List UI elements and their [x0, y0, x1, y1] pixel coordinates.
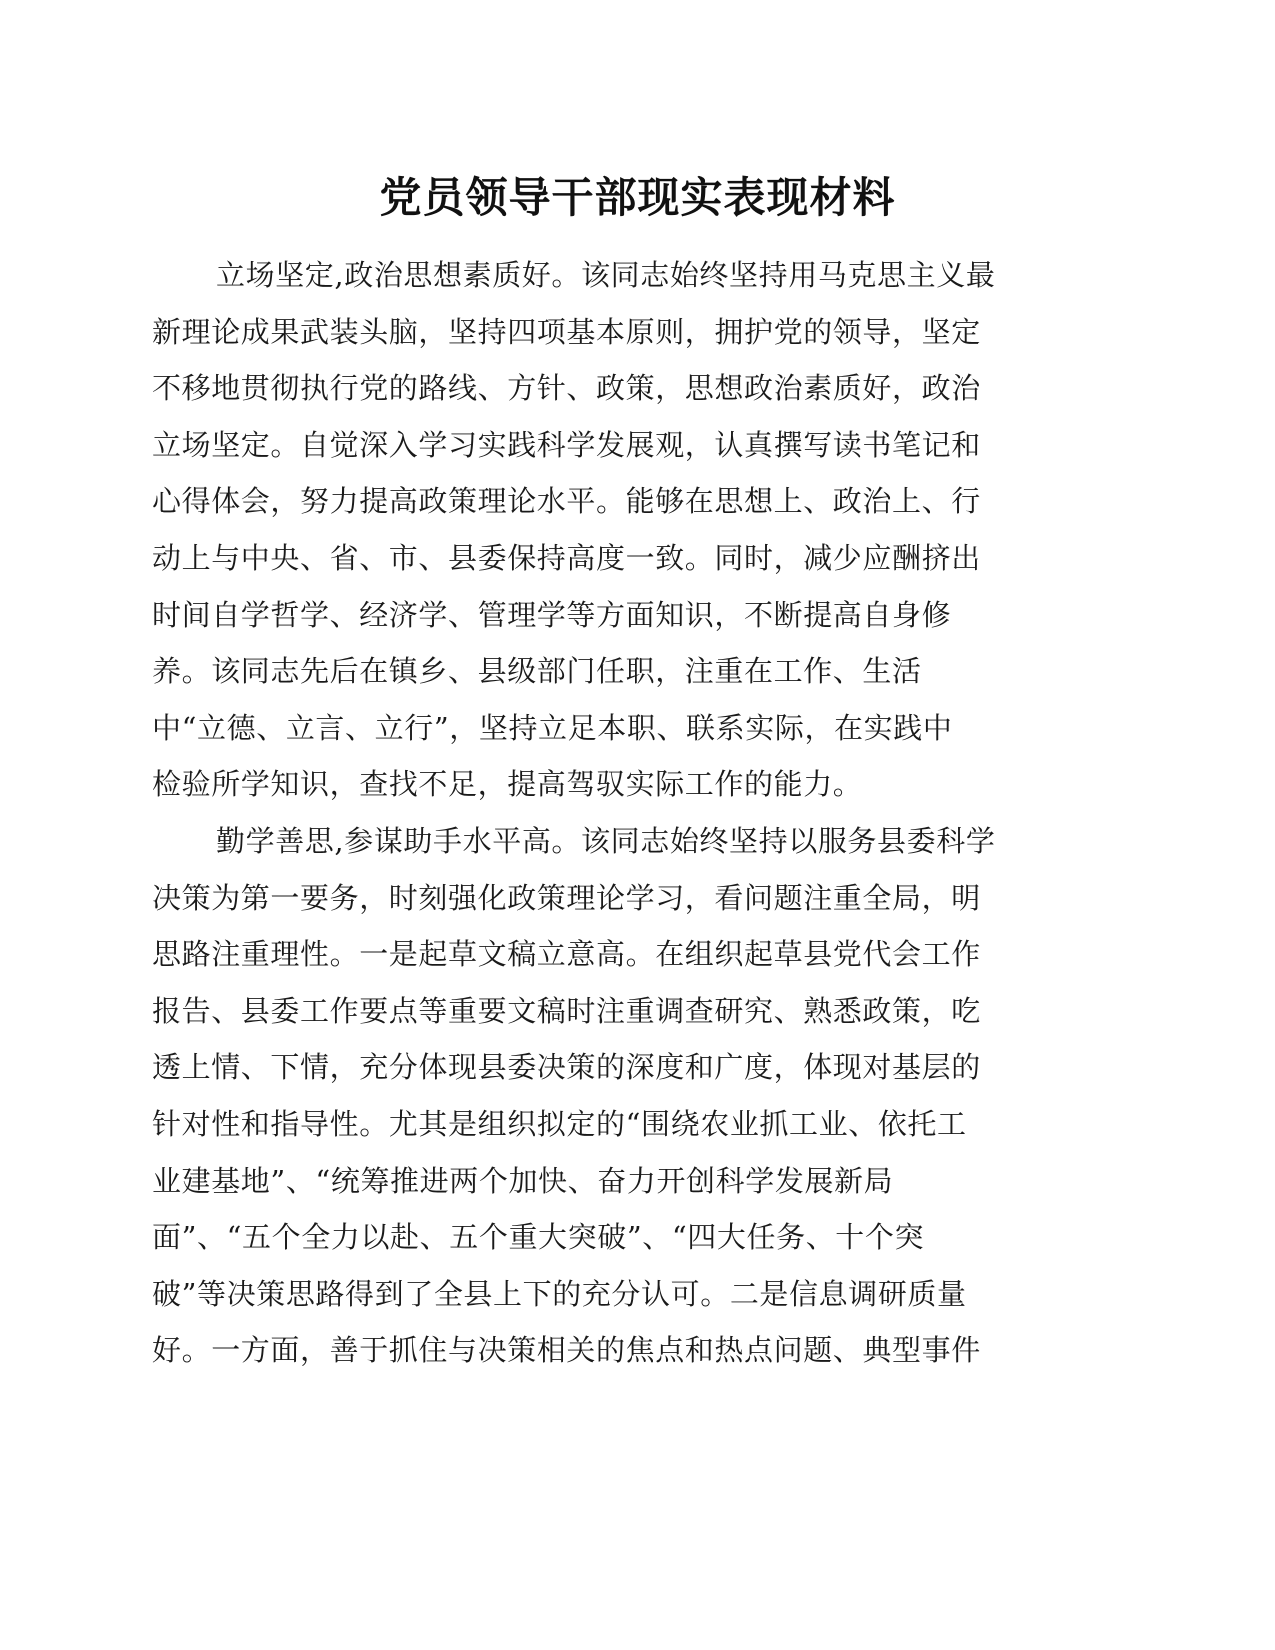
- document-body: [152, 247, 1112, 1379]
- paragraph-2-line-4: 报告、县委工作要点等重要文稿时注重调查研究、熟悉政策，吃: [152, 993, 981, 1028]
- paragraph-1-line-1: 立场坚定,政治思想素质好。该同志始终坚持用马克思主义最: [216, 258, 996, 292]
- paragraph-1-line-8: 养。该同志先后在镇乡、县级部门任职，注重在工作、生活: [152, 654, 922, 689]
- paragraph-2-line-9: 破”等决策思路得到了全县上下的充分认可。二是信息调研质量: [152, 1276, 967, 1311]
- document-title: 党员领导干部现实表现材料: [379, 173, 896, 222]
- paragraph-1-line-4: 立场坚定。自觉深入学习实践科学发展观，认真撰写读书笔记和: [152, 427, 981, 462]
- paragraph-1-line-3: 不移地贯彻执行党的路线、方针、政策，思想政治素质好，政治: [152, 371, 981, 406]
- paragraph-2-line-5: 透上情、下情，充分体现县委决策的深度和广度，体现对基层的: [152, 1050, 981, 1085]
- paragraph-2-line-1: 勤学善思,参谋助手水平高。该同志始终坚持以服务县委科学: [216, 823, 996, 858]
- paragraph-1-line-5: 心得体会，努力提高政策理论水平。能够在思想上、政治上、行: [152, 484, 981, 519]
- paragraph-2-line-8: 面”、“五个全力以赴、五个重大突破”、“四大任务、十个突: [152, 1220, 925, 1255]
- paragraph-2-line-6: 针对性和指导性。尤其是组织拟定的“围绕农业抓工业、依托工: [152, 1106, 967, 1141]
- paragraph-2-line-3: 思路注重理性。一是起草文稿立意高。在组织起草县党代会工作: [152, 937, 981, 972]
- paragraph-2-line-10: 好。一方面，善于抓住与决策相关的焦点和热点问题、典型事件: [152, 1333, 981, 1368]
- paragraph-2-line-7: 业建基地”、“统筹推进两个加快、奋力开创科学发展新局: [152, 1163, 894, 1198]
- paragraph-1-line-2: 新理论成果武装头脑，坚持四项基本原则，拥护党的领导，坚定: [152, 314, 981, 349]
- paragraph-1-line-10: 检验所学知识，查找不足，提高驾驭实际工作的能力。: [152, 767, 863, 802]
- paragraph-1-line-6: 动上与中央、省、市、县委保持高度一致。同时，减少应酬挤出: [152, 540, 981, 575]
- paragraph-1-line-7: 时间自学哲学、经济学、管理学等方面知识，不断提高自身修: [152, 597, 952, 632]
- paragraph-1-line-9: 中“立德、立言、立行”，坚持立足本职、联系实际，在实践中: [152, 710, 953, 745]
- paragraph-2-line-2: 决策为第一要务，时刻强化政策理论学习，看问题注重全局，明: [152, 880, 981, 915]
